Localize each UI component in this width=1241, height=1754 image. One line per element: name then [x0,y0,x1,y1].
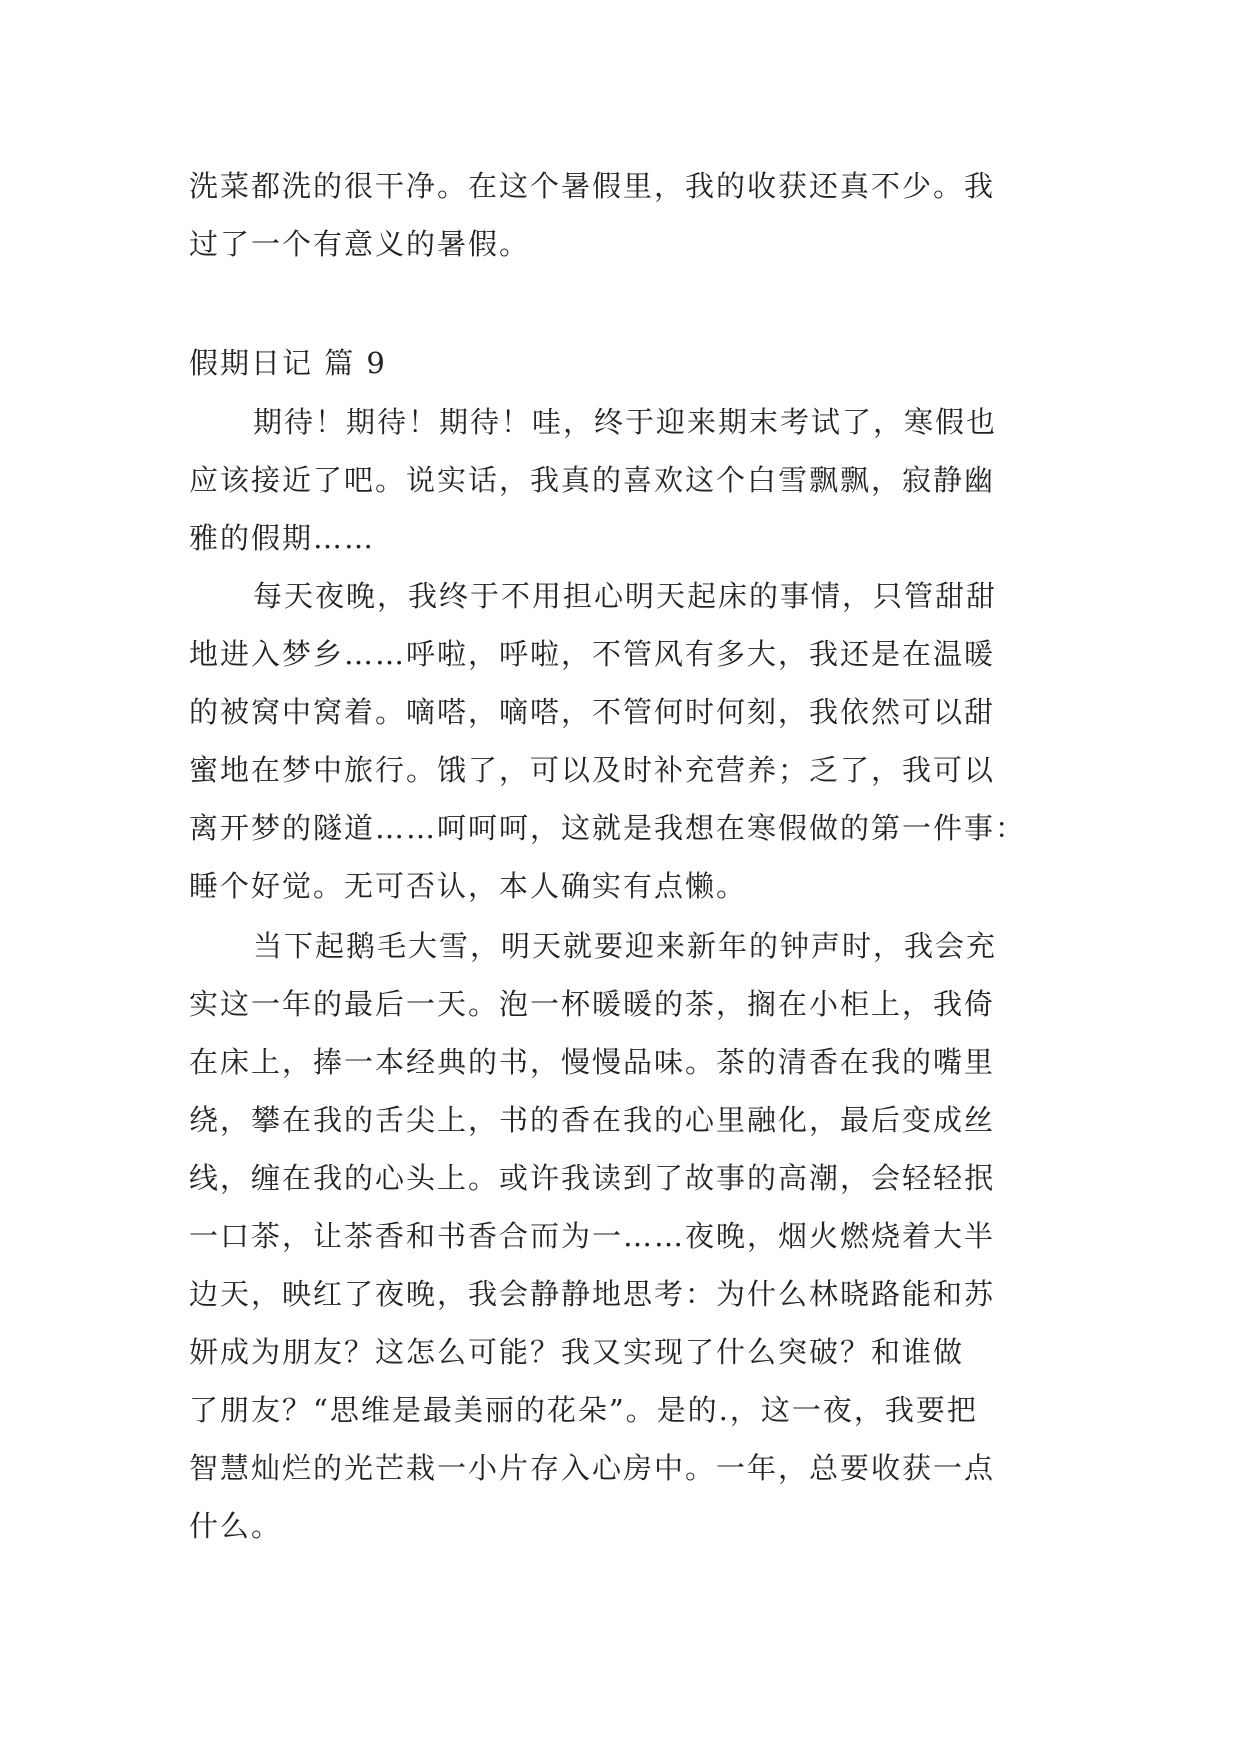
text-line: 实这一年的最后一天。泡一杯暖暖的茶，搁在小柜上，我倚 [189,987,996,1021]
paragraph-3 [189,917,1049,1555]
text-line: 边天，映红了夜晚，我会静静地思考：为什么林晓路能和苏 [189,1277,996,1311]
text-line: 线，缠在我的心头上。或许我读到了故事的高潮，会轻轻抿 [189,1161,996,1195]
text-line: 洗菜都洗的很干净。在这个暑假里，我的收获还真不少。我 [189,169,996,203]
text-line: 绕，攀在我的舌尖上，书的香在我的心里融化，最后变成丝 [189,1103,996,1137]
text-line: 地进入梦乡……呼啦，呼啦，不管风有多大，我还是在温暖 [189,637,996,671]
text-line: 在床上，捧一本经典的书，慢慢品味。茶的清香在我的嘴里 [189,1045,996,1079]
paragraph-1 [189,393,1049,567]
text-line: 什么。 [189,1509,283,1543]
text-line: 了朋友？“思维是最美丽的花朵”。是的.，这一夜，我要把 [189,1393,978,1427]
text-line: 智慧灿烂的光芒栽一小片存入心房中。一年，总要收获一点 [189,1451,996,1485]
text-line: 当下起鹅毛大雪，明天就要迎来新年的钟声时，我会充 [253,929,998,963]
text-line: 期待！期待！期待！哇，终于迎来期末考试了，寒假也 [253,405,998,439]
section-heading: 假期日记 篇 9 [189,346,387,380]
text-line: 雅的假期…… [189,521,376,555]
text-line: 蜜地在梦中旅行。饿了，可以及时补充营养；乏了，我可以 [189,753,996,787]
text-line: 过了一个有意义的暑假。 [189,227,531,261]
text-line: 妍成为朋友？这怎么可能？我又实现了什么突破？和谁做 [189,1335,965,1369]
text-line: 应该接近了吧。说实话，我真的喜欢这个白雪飘飘，寂静幽 [189,463,996,497]
text-line: 离开梦的隧道……呵呵呵，这就是我想在寒假做的第一件事： [189,811,1027,845]
paragraph-2 [189,567,1049,915]
text-line: 每天夜晚，我终于不用担心明天起床的事情，只管甜甜 [253,579,998,613]
text-line: 睡个好觉。无可否认，本人确实有点懒。 [189,869,748,903]
text-line: 的被窝中窝着。嘀嗒，嘀嗒，不管何时何刻，我依然可以甜 [189,695,996,729]
intro-paragraph [189,157,1049,273]
text-line: 一口茶，让茶香和书香合而为一……夜晚，烟火燃烧着大半 [189,1219,996,1253]
